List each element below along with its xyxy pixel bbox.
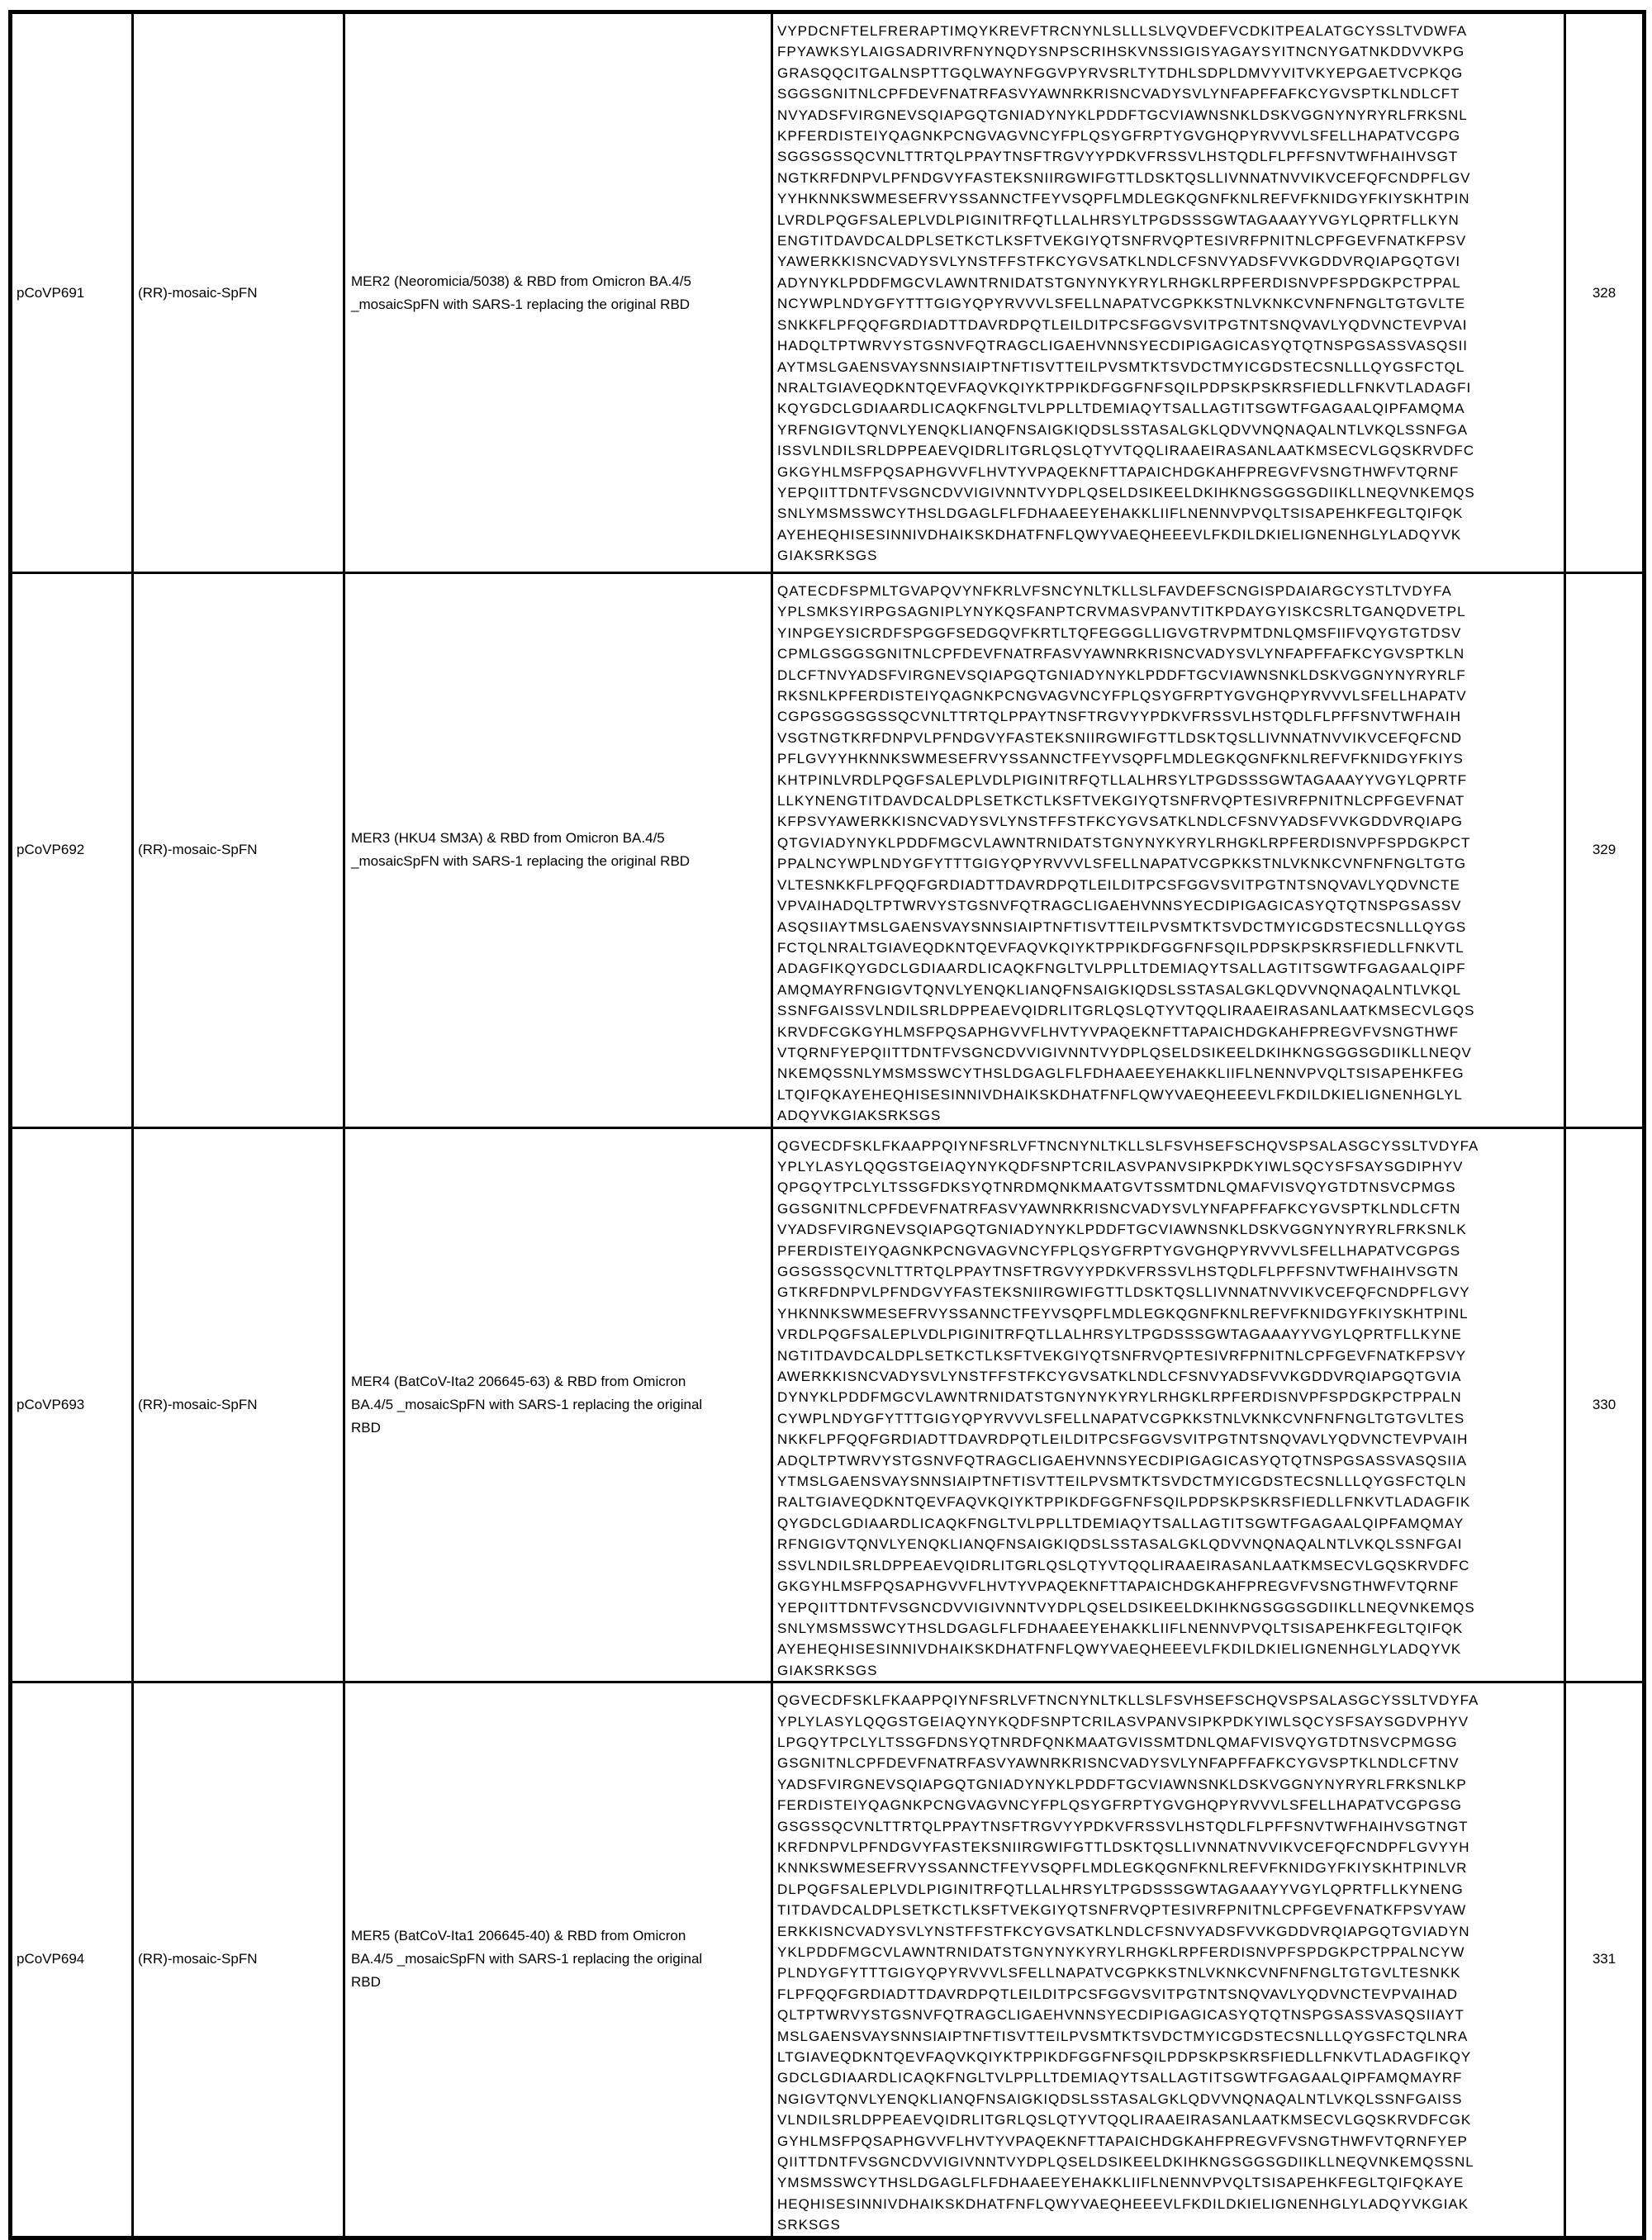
construct-id: pCoVP691 — [11, 12, 133, 573]
construct-id: pCoVP693 — [11, 1127, 133, 1682]
platform-label: (RR)-mosaic-SpFN — [133, 1682, 344, 2238]
platform-label: (RR)-mosaic-SpFN — [133, 12, 344, 573]
protein-sequence: QATECDFSPMLTGVAPQVYNFKRLVFSNCYNLTKLLSLFAVDEFSCNGISPDAIARGCYSTLTVDYFA YPLSMKSYIRPGSAGNIPLYNYKQSFANPTCRVMASVPANVTITKPDAYGYISKCSRLTGANQDVETPL YINPGEYSICRDFSPGGFSEDGQVFKRTLTQFEGGGLLIGVGTRVPMTDNLQMSFIIFVQYGTGTDSV CPMLGSGGSGNITNLCPFDEVFNATRFASVYAWNRKRISNCVADYSVLYNFAPFFAFKCYGVSPTKLN DLCFTNVYADSFVIRGNEVSQIAPGQTGNIADYNYKLPDDFTGCVIAWNSNKLDSKVGGNYNYRYRLF RKSNLKPFERDISTEIYQAGNKPCNGVAGVNCYFPLQSYGFRPTYGVGHQPYRVVVLSFELLHAPATV CGPGSGGSGSSQCVNLTTRTQLPPAYTNSFTRGVYYPDKVFRSSVLHSTQDLFLPFFSNVTWFHAIH VSGTNGTKRFDNPVLPFNDGVYFASTEKSNIIRGWIFGTTLDSKTQSLLIVNNATNVVIKVCEFQFCND PFLGVYYHKNNKSWMESEFRVYSSANNCTFEYVSQPFLMDLEGKQGNFKNLREFVFKNIDGYFKIYS KHTPINLVRDLPQGFSALEPLVDLPIGINITRFQTLLALHRSYLTPGDSSSGWTAGAAAYYVGYLQPRTF LLKYNENGTITDAVDCALDPLSETKCTLKSFTVEKGIYQTSNFRVQPTESIVRFPNITNLCPFGEVFNAT KFPSVYAWERKKISNCVADYSVLYNSTFFSTFKCYGVSATKLNDLCFSNVYADSFVVKGDDVRQIAPG QTGVIADYNYKLPDDFMGCVLAWNTRNIDATSTGNYNYKYRYLRHGKLRPFERDISNVPFSPDGKPCT PPALNCYWPLNDYGFYTTTGIGYQPYRVVVLSFELLNAPATVCGPKKSTNLVKNKCVNFNFNGLTGTG VLTESNKKFLPFQQFGRDIADTTDAVRDPQTLEILDITPCSFGGVSVITPGTNTSNQVAVLYQDVNCTE VPVAIHADQLTPTWRVYSTGSNVFQTRAGCLIGAEHVNNSYECDIPIGAGICASYQTQTNSPGSASSV ASQSIIAYTMSLGAENSVAYSNNSIAIPTNFTISVTTEILPVSMTKTSVDCTMYICGDSTECSNLLLQYGS FCTQLNRALTGIAVEQDKNTQEVFAQVKQIYKTPPIKDFGGFNFSQILPDPSKPSKRSFIEDLLFNKVTL ADAGFIKQYGDCLGDIAARDLICAQKFNGLTVLPPLLTDEMIAQYTSALLAGTITSGWTFGAGAALQIPF AMQMAYRFNGIGVTQNVLYENQKLIANQFNSAIGKIQDSLSSTASALGKLQDVVNQNAQALNTLVKQL SSNFGAISSVLNDILSRLDPPEAEVQIDRLITGRLQSLQTYVTQQLIRAAEIRASANLAATKMSECVLGQS KRVDFCGKGYHLMSFPQSAPHGVVFLHVTYVPAQEKNFTTAPAICHDGKAHFPREGVFVSNGTHWF VTQRNFYEPQIITTDNTFVSGNCDVVIGIVNNTVYDPLQSELDSIKEELDKIHKNGSGGSGDIIKLLNEQV NKEMQSSNLYMSMSSWCYTHSLDGAGLFLFDHAAEEYEHAKKLIIFLNENNVPVQLTSISAPEHKFEG LTQIFQKAYEHEQHISESINNIVDHAIKSKDHATFNFLQWYVAEQHEEEVLFKDILDKIELIGNENHGLYL ADQYVKGIAKSRKSGS — [772, 573, 1565, 1128]
constructs-table — [8, 10, 1646, 2240]
construct-id: pCoVP694 — [11, 1682, 133, 2238]
table-row — [11, 1682, 1645, 2238]
table-row — [11, 12, 1645, 573]
construct-description: MER3 (HKU4 SM3A) & RBD from Omicron BA.4/5 _mosaicSpFN with SARS-1 replacing the original RBD — [344, 573, 772, 1128]
construct-number: 329 — [1565, 573, 1645, 1128]
platform-label: (RR)-mosaic-SpFN — [133, 1127, 344, 1682]
construct-description: MER5 (BatCoV-Ita1 206645-40) & RBD from Omicron BA.4/5 _mosaicSpFN with SARS-1 replacing the original RBD — [344, 1682, 772, 2238]
construct-number: 328 — [1565, 12, 1645, 573]
table-row — [11, 573, 1645, 1128]
protein-sequence: QGVECDFSKLFKAAPPQIYNFSRLVFTNCNYNLTKLLSLFSVHSEFSCHQVSPSALASGCYSSLTVDYFA YPLYLASYLQQGSTGEIAQYNYKQDFSNPTCRILASVPANVSIPKPDKYIWLSQCYSFSAYSGDIPHYV QPGQYTPCLYLTSSGFDKSYQTNRDMQNKMAATGVTSSMTDNLQMAFVISVQYGTDTNSVCPMGS GGSGNITNLCPFDEVFNATRFASVYAWNRKRISNCVADYSVLYNFAPFFAFKCYGVSPTKLNDLCFTN VYADSFVIRGNEVSQIAPGQTGNIADYNYKLPDDFTGCVIAWNSNKLDSKVGGNYNYRYRLFRKSNLK PFERDISTEIYQAGNKPCNGVAGVNCYFPLQSYGFRPTYGVGHQPYRVVVLSFELLHAPATVCGPGS GGSGSSQCVNLTTRTQLPPAYTNSFTRGVYYPDKVFRSSVLHSTQDLFLPFFSNVTWFHAIHVSGTN GTKRFDNPVLPFNDGVYFASTEKSNIIRGWIFGTTLDSKTQSLLIVNNATNVVIKVCEFQFCNDPFLGVY YHKNNKSWMESEFRVYSSANNCTFEYVSQPFLMDLEGKQGNFKNLREFVFKNIDGYFKIYSKHTPINL VRDLPQGFSALEPLVDLPIGINITRFQTLLALHRSYLTPGDSSSGWTAGAAAYYVGYLQPRTFLLKYNE NGTITDAVDCALDPLSETKCTLKSFTVEKGIYQTSNFRVQPTESIVRFPNITNLCPFGEVFNATKFPSVY AWERKKISNCVADYSVLYNSTFFSTFKCYGVSATKLNDLCFSNVYADSFVVKGDDVRQIAPGQTGVIA DYNYKLPDDFMGCVLAWNTRNIDATSTGNYNYKYRYLRHGKLRPFERDISNVPFSPDGKPCTPPALN CYWPLNDYGFYTTTGIGYQPYRVVVLSFELLNAPATVCGPKKSTNLVKNKCVNFNFNGLTGTGVLTES NKKFLPFQQFGRDIADTTDAVRDPQTLEILDITPCSFGGVSVITPGTNTSNQVAVLYQDVNCTEVPVAIH ADQLTPTWRVYSTGSNVFQTRAGCLIGAEHVNNSYECDIPIGAGICASYQTQTNSPGSASSVASQSIIA YTMSLGAENSVAYSNNSIAIPTNFTISVTTEILPVSMTKTSVDCTMYICGDSTECSNLLLQYGSFCTQLN RALTGIAVEQDKNTQEVFAQVKQIYKTPPIKDFGGFNFSQILPDPSKPSKRSFIEDLLFNKVTLADAGFIK QYGDCLGDIAARDLICAQKFNGLTVLPPLLTDEMIAQYTSALLAGTITSGWTFGAGAALQIPFAMQMAY RFNGIGVTQNVLYENQKLIANQFNSAIGKIQDSLSSTASALGKLQDVVNQNAQALNTLVKQLSSNFGAI SSVLNDILSRLDPPEAEVQIDRLITGRLQSLQTYVTQQLIRAAEIRASANLAATKMSECVLGQSKRVDFC GKGYHLMSFPQSAPHGVVFLHVTYVPAQEKNFTTAPAICHDGKAHFPREGVFVSNGTHWFVTQRNF YEPQIITTDNTFVSGNCDVVIGIVNNTVYDPLQSELDSIKEELDKIHKNGSGGSGDIIKLLNEQVNKEMQS SNLYMSMSSWCYTHSLDGAGLFLFDHAAEEYEHAKKLIIFLNENNVPVQLTSISAPEHKFEGLTQIFQK AYEHEQHISESINNIVDHAIKSKDHATFNFLQWYVAEQHEEEVLFKDILDKIELIGNENHGLYLADQYVK GIAKSRKSGS — [772, 1127, 1565, 1682]
construct-description: MER4 (BatCoV-Ita2 206645-63) & RBD from Omicron BA.4/5 _mosaicSpFN with SARS-1 replacing the original RBD — [344, 1127, 772, 1682]
protein-sequence: QGVECDFSKLFKAAPPQIYNFSRLVFTNCNYNLTKLLSLFSVHSEFSCHQVSPSALASGCYSSLTVDYFA YPLYLASYLQQGSTGEIAQYNYKQDFSNPTCRILASVPANVSIPKPDKYIWLSQCYSFSAYSGDVPHYV LPGQYTPCLYLTSSGFDNSYQTNRDFQNKMAATGVISSMTDNLQMAFVISVQYGTDTNSVCPMGSG GSGNITNLCPFDEVFNATRFASVYAWNRKRISNCVADYSVLYNFAPFFAFKCYGVSPTKLNDLCFTNV YADSFVIRGNEVSQIAPGQTGNIADYNYKLPDDFTGCVIAWNSNKLDSKVGGNYNYRYRLFRKSNLKP FERDISTEIYQAGNKPCNGVAGVNCYFPLQSYGFRPTYGVGHQPYRVVVLSFELLHAPATVCGPGSG GSGSSQCVNLTTRTQLPPAYTNSFTRGVYYPDKVFRSSVLHSTQDLFLPFFSNVTWFHAIHVSGTNGT KRFDNPVLPFNDGVYFASTEKSNIIRGWIFGTTLDSKTQSLLIVNNATNVVIKVCEFQFCNDPFLGVYYH KNNKSWMESEFRVYSSANNCTFEYVSQPFLMDLEGKQGNFKNLREFVFKNIDGYFKIYSKHTPINLVR DLPQGFSALEPLVDLPIGINITRFQTLLALHRSYLTPGDSSSGWTAGAAAYYVGYLQPRTFLLKYNENG TITDAVDCALDPLSETKCTLKSFTVEKGIYQTSNFRVQPTESIVRFPNITNLCPFGEVFNATKFPSVYAW ERKKISNCVADYSVLYNSTFFSTFKCYGVSATKLNDLCFSNVYADSFVVKGDDVRQIAPGQTGVIADYN YKLPDDFMGCVLAWNTRNIDATSTGNYNYKYRYLRHGKLRPFERDISNVPFSPDGKPCTPPALNCYW PLNDYGFYTTTGIGYQPYRVVVLSFELLNAPATVCGPKKSTNLVKNKCVNFNFNGLTGTGVLTESNKK FLPFQQFGRDIADTTDAVRDPQTLEILDITPCSFGGVSVITPGTNTSNQVAVLYQDVNCTEVPVAIHAD QLTPTWRVYSTGSNVFQTRAGCLIGAEHVNNSYECDIPIGAGICASYQTQTNSPGSASSVASQSIIAYT MSLGAENSVAYSNNSIAIPTNFTISVTTEILPVSMTKTSVDCTMYICGDSTECSNLLLQYGSFCTQLNRA LTGIAVEQDKNTQEVFAQVKQIYKTPPIKDFGGFNFSQILPDPSKPSKRSFIEDLLFNKVTLADAGFIKQY GDCLGDIAARDLICAQKFNGLTVLPPLLTDEMIAQYTSALLAGTITSGWTFGAGAALQIPFAMQMAYRF NGIGVTQNVLYENQKLIANQFNSAIGKIQDSLSSTASALGKLQDVVNQNAQALNTLVKQLSSNFGAISS VLNDILSRLDPPEAEVQIDRLITGRLQSLQTYVTQQLIRAAEIRASANLAATKMSECVLGQSKRVDFCGK GYHLMSFPQSAPHGVVFLHVTYVPAQEKNFTTAPAICHDGKAHFPREGVFVSNGTHWFVTQRNFYEP QIITTDNTFVSGNCDVVIGIVNNTVYDPLQSELDSIKEELDKIHKNGSGGSGDIIKLLNEQVNKEMQSSNL YMSMSSWCYTHSLDGAGLFLFDHAAEEYEHAKKLIIFLNENNVPVQLTSISAPEHKFEGLTQIFQKAYE HEQHISESINNIVDHAIKSKDHATFNFLQWYVAEQHEEEVLFKDILDKIELIGNENHGLYLADQYVKGIAK SRKSGS — [772, 1682, 1565, 2238]
construct-number: 331 — [1565, 1682, 1645, 2238]
construct-id: pCoVP692 — [11, 573, 133, 1128]
platform-label: (RR)-mosaic-SpFN — [133, 573, 344, 1128]
construct-description: MER2 (Neoromicia/5038) & RBD from Omicron BA.4/5 _mosaicSpFN with SARS-1 replacing the original RBD — [344, 12, 772, 573]
table-row — [11, 1127, 1645, 1682]
construct-number: 330 — [1565, 1127, 1645, 1682]
protein-sequence: VYPDCNFTELFRERAPTIMQYKREVFTRCNYNLSLLLSLVQVDEFVCDKITPEALATGCYSSLTVDWFA FPYAWKSYLAIGSADRIVRFNYNQDYSNPSCRIHSKVNSSIGISYAGAYSYITNCNYGATNKDDVVKPG GRASQQCITGALNSPTTGQLWAYNFGGVPYRVSRLTYTDHLSDPLDMVYVITVKYEPGAETVCPKQG SGGSGNITNLCPFDEVFNATRFASVYAWNRKRISNCVADYSVLYNFAPFFAFKCYGVSPTKLNDLCFT NVYADSFVIRGNEVSQIAPGQTGNIADYNYKLPDDFTGCVIAWNSNKLDSKVGGNYNYRYRLFRKSNL KPFERDISTEIYQAGNKPCNGVAGVNCYFPLQSYGFRPTYGVGHQPYRVVVLSFELLHAPATVCGPG SGGSGSSQCVNLTTRTQLPPAYTNSFTRGVYYPDKVFRSSVLHSTQDLFLPFFSNVTWFHAIHVSGT NGTKRFDNPVLPFNDGVYFASTEKSNIIRGWIFGTTLDSKTQSLLIVNNATNVVIKVCEFQFCNDPFLGV YYHKNNKSWMESEFRVYSSANNCTFEYVSQPFLMDLEGKQGNFKNLREFVFKNIDGYFKIYSKHTPIN LVRDLPQGFSALEPLVDLPIGINITRFQTLLALHRSYLTPGDSSSGWTAGAAAYYVGYLQPRTFLLKYN ENGTITDAVDCALDPLSETKCTLKSFTVEKGIYQTSNFRVQPTESIVRFPNITNLCPFGEVFNATKFPSV YAWERKKISNCVADYSVLYNSTFFSTFKCYGVSATKLNDLCFSNVYADSFVVKGDDVRQIAPGQTGVI ADYNYKLPDDFMGCVLAWNTRNIDATSTGNYNYKYRYLRHGKLRPFERDISNVPFSPDGKPCTPPAL NCYWPLNDYGFYTTTGIGYQPYRVVVLSFELLNAPATVCGPKKSTNLVKNKCVNFNFNGLTGTGVLTE SNKKFLPFQQFGRDIADTTDAVRDPQTLEILDITPCSFGGVSVITPGTNTSNQVAVLYQDVNCTEVPVAI HADQLTPTWRVYSTGSNVFQTRAGCLIGAEHVNNSYECDIPIGAGICASYQTQTNSPGSASSVASQSII AYTMSLGAENSVAYSNNSIAIPTNFTISVTTEILPVSMTKTSVDCTMYICGDSTECSNLLLQYGSFCTQL NRALTGIAVEQDKNTQEVFAQVKQIYKTPPIKDFGGFNFSQILPDPSKPSKRSFIEDLLFNKVTLADAGFI KQYGDCLGDIAARDLICAQKFNGLTVLPPLLTDEMIAQYTSALLAGTITSGWTFGAGAALQIPFAMQMA YRFNGIGVTQNVLYENQKLIANQFNSAIGKIQDSLSSTASALGKLQDVVNQNAQALNTLVKQLSSNFGA ISSVLNDILSRLDPPEAEVQIDRLITGRLQSLQTYVTQQLIRAAEIRASANLAATKMSECVLGQSKRVDFC GKGYHLMSFPQSAPHGVVFLHVTYVPAQEKNFTTAPAICHDGKAHFPREGVFVSNGTHWFVTQRNF YEPQIITTDNTFVSGNCDVVIGIVNNTVYDPLQSELDSIKEELDKIHKNGSGGSGDIIKLLNEQVNKEMQS SNLYMSMSSWCYTHSLDGAGLFLFDHAAEEYEHAKKLIIFLNENNVPVQLTSISAPEHKFEGLTQIFQK AYEHEQHISESINNIVDHAIKSKDHATFNFLQWYVAEQHEEEVLFKDILDKIELIGNENHGLYLADQYVK GIAKSRKSGS — [772, 12, 1565, 573]
